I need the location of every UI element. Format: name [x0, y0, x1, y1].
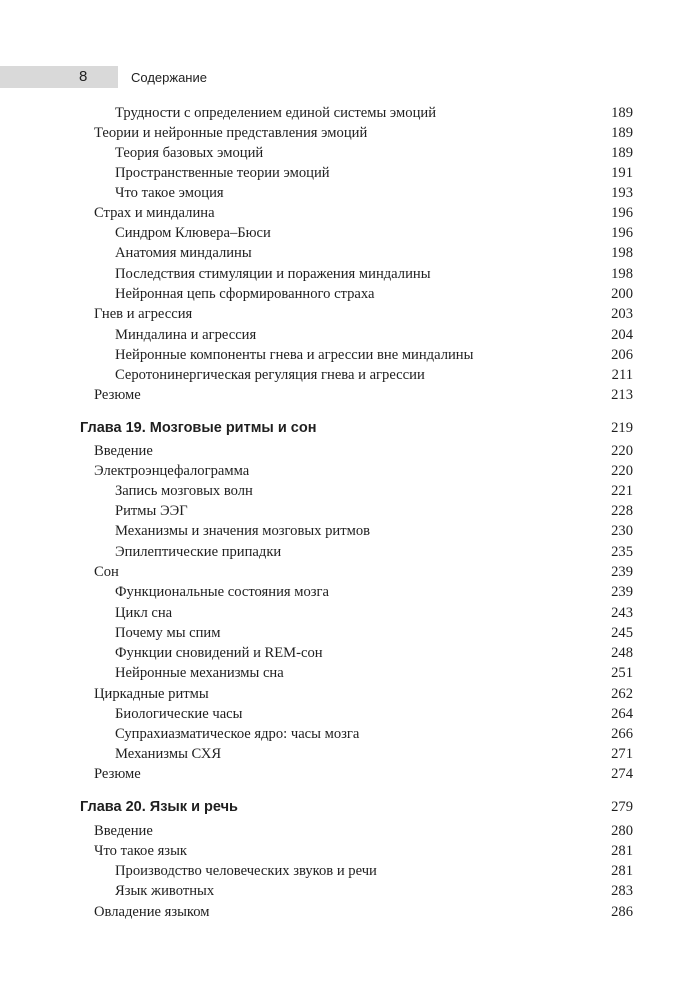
toc-entry-page: 235	[611, 544, 633, 560]
toc-entry-title: Трудности с определением единой системы эмоций	[115, 105, 436, 121]
toc-entry-title: Миндалина и агрессия	[115, 327, 257, 343]
toc-entry-page: 211	[611, 367, 633, 383]
toc-entry-page: 283	[611, 883, 633, 899]
toc-entry-title: Овладение языком	[94, 904, 210, 920]
toc-entry-page: 189	[611, 145, 633, 161]
toc-entry-page: 281	[611, 843, 633, 859]
toc-entry-title: Анатомия миндалины	[115, 245, 252, 261]
toc-entry-title: Электроэнцефалограмма	[94, 463, 250, 479]
toc-entry-page: 206	[611, 347, 633, 363]
toc-entry	[0, 643, 694, 663]
toc-entry-page: 228	[611, 503, 633, 519]
toc-entry	[0, 542, 694, 562]
toc-entry-title: Резюме	[94, 387, 141, 403]
toc-entry	[0, 203, 694, 223]
toc-entry	[0, 724, 694, 744]
toc-entry-page: 200	[611, 286, 633, 302]
toc-chapter-title: Глава 20. Язык и речь	[80, 799, 238, 815]
toc-entry-page: 286	[611, 904, 633, 920]
toc-entry-page: 245	[611, 625, 633, 641]
toc-entry-title: Страх и миндалина	[94, 205, 215, 221]
page-number: 8	[79, 68, 88, 85]
toc-entry-page: 221	[611, 483, 633, 499]
toc-entry-page: 220	[611, 443, 633, 459]
toc-entry-title: Гнев и агрессия	[94, 306, 193, 322]
toc-entry	[0, 663, 694, 683]
toc-entry-page: 280	[611, 823, 633, 839]
toc-entry-page: 196	[611, 225, 633, 241]
toc-entry-page: 248	[611, 645, 633, 661]
toc-entry-title: Супрахиазматическое ядро: часы мозга	[115, 726, 360, 742]
toc-entry	[0, 744, 694, 764]
toc-entry-title: Введение	[94, 823, 153, 839]
toc-entry-page: 220	[611, 463, 633, 479]
toc-entry-page: 262	[611, 686, 633, 702]
toc-entry-page: 189	[611, 125, 633, 141]
toc-entry-title: Нейронные механизмы сна	[115, 665, 284, 681]
toc-entry	[0, 461, 694, 481]
toc-entry-title: Биологические часы	[115, 706, 243, 722]
toc-entry-page: 198	[611, 245, 633, 261]
toc-entry-title: Сон	[94, 564, 119, 580]
toc-entry-title: Нейронная цепь сформированного страха	[115, 286, 375, 302]
toc-chapter-title: Глава 19. Мозговые ритмы и сон	[80, 420, 317, 436]
toc-entry-page: 204	[611, 327, 633, 343]
toc-entry-title: Эпилептические припадки	[115, 544, 282, 560]
toc-entry	[0, 385, 694, 405]
toc-entry-title: Запись мозговых волн	[115, 483, 253, 499]
toc-entry-title: Механизмы и значения мозговых ритмов	[115, 523, 371, 539]
toc-entry-page: 191	[611, 165, 633, 181]
toc-entry	[0, 902, 694, 922]
toc-entry	[0, 123, 694, 143]
toc-entry	[0, 521, 694, 541]
toc-entry	[0, 243, 694, 263]
toc-entry-page: 274	[611, 766, 633, 782]
toc-entry-title: Циркадные ритмы	[94, 686, 209, 702]
toc-entry-page: 279	[611, 799, 633, 815]
toc-entry-title: Функции сновидений и REM-сон	[115, 645, 323, 661]
toc-entry	[0, 481, 694, 501]
toc-entry-page: 189	[611, 105, 633, 121]
toc-entry	[0, 143, 694, 163]
toc-entry	[0, 704, 694, 724]
toc-entry	[0, 582, 694, 602]
toc-entry	[0, 163, 694, 183]
toc-entry	[0, 841, 694, 861]
toc-entry-page: 203	[611, 306, 633, 322]
toc-entry	[0, 623, 694, 643]
toc-entry-page: 196	[611, 205, 633, 221]
running-head-title: Содержание	[131, 70, 207, 85]
toc-entry	[0, 764, 694, 784]
toc-entry-title: Язык животных	[115, 883, 215, 899]
toc-entry-title: Производство человеческих звуков и речи	[115, 863, 377, 879]
toc-entry	[0, 821, 694, 841]
toc-entry-title: Теория базовых эмоций	[115, 145, 264, 161]
toc-entry-title: Ритмы ЭЭГ	[115, 503, 188, 519]
toc-entry-page: 251	[611, 665, 633, 681]
toc-chapter-heading	[0, 418, 694, 438]
toc-entry-title: Механизмы СХЯ	[115, 746, 222, 762]
toc-entry-title: Что такое эмоция	[115, 185, 224, 201]
toc-entry-title: Почему мы спим	[115, 625, 221, 641]
toc-entry-page: 271	[611, 746, 633, 762]
toc-entry	[0, 501, 694, 521]
toc-entry-title: Нейронные компоненты гнева и агрессии вне миндалины	[115, 347, 474, 363]
toc-entry-page: 264	[611, 706, 633, 722]
toc-entry	[0, 881, 694, 901]
toc-entry	[0, 325, 694, 345]
toc-entry	[0, 684, 694, 704]
toc-entry-title: Введение	[94, 443, 153, 459]
toc-entry-page: 281	[611, 863, 633, 879]
toc-entry-page: 230	[611, 523, 633, 539]
toc-entry-title: Цикл сна	[115, 605, 173, 621]
toc-chapter-heading	[0, 797, 694, 817]
toc-entry	[0, 345, 694, 365]
toc-entry-title: Серотонинергическая регуляция гнева и агрессии	[115, 367, 425, 383]
toc-entry-page: 198	[611, 266, 633, 282]
toc-entry-title: Последствия стимуляции и поражения миндалины	[115, 266, 431, 282]
toc-entry	[0, 861, 694, 881]
toc-entry-title: Пространственные теории эмоций	[115, 165, 330, 181]
toc-entry-page: 219	[611, 420, 633, 436]
toc-entry-title: Резюме	[94, 766, 141, 782]
toc-entry	[0, 304, 694, 324]
toc-entry	[0, 562, 694, 582]
toc-entry-title: Синдром Клювера–Бюси	[115, 225, 271, 241]
toc-entry-title: Теории и нейронные представления эмоций	[94, 125, 368, 141]
toc-entry	[0, 223, 694, 243]
toc-entry-title: Что такое язык	[94, 843, 187, 859]
toc-entry-page: 193	[611, 185, 633, 201]
toc-entry	[0, 264, 694, 284]
toc-entry	[0, 183, 694, 203]
toc-entry	[0, 365, 694, 385]
toc-entry-page: 239	[611, 564, 633, 580]
toc-entry	[0, 103, 694, 123]
toc-entry-page: 239	[611, 584, 633, 600]
toc-entry-page: 213	[611, 387, 633, 403]
toc-entry-page: 266	[611, 726, 633, 742]
toc-entry-page: 243	[611, 605, 633, 621]
toc-entry-title: Функциональные состояния мозга	[115, 584, 330, 600]
running-header-band	[0, 66, 694, 88]
toc-entry	[0, 441, 694, 461]
toc-entry	[0, 284, 694, 304]
toc-entry	[0, 603, 694, 623]
